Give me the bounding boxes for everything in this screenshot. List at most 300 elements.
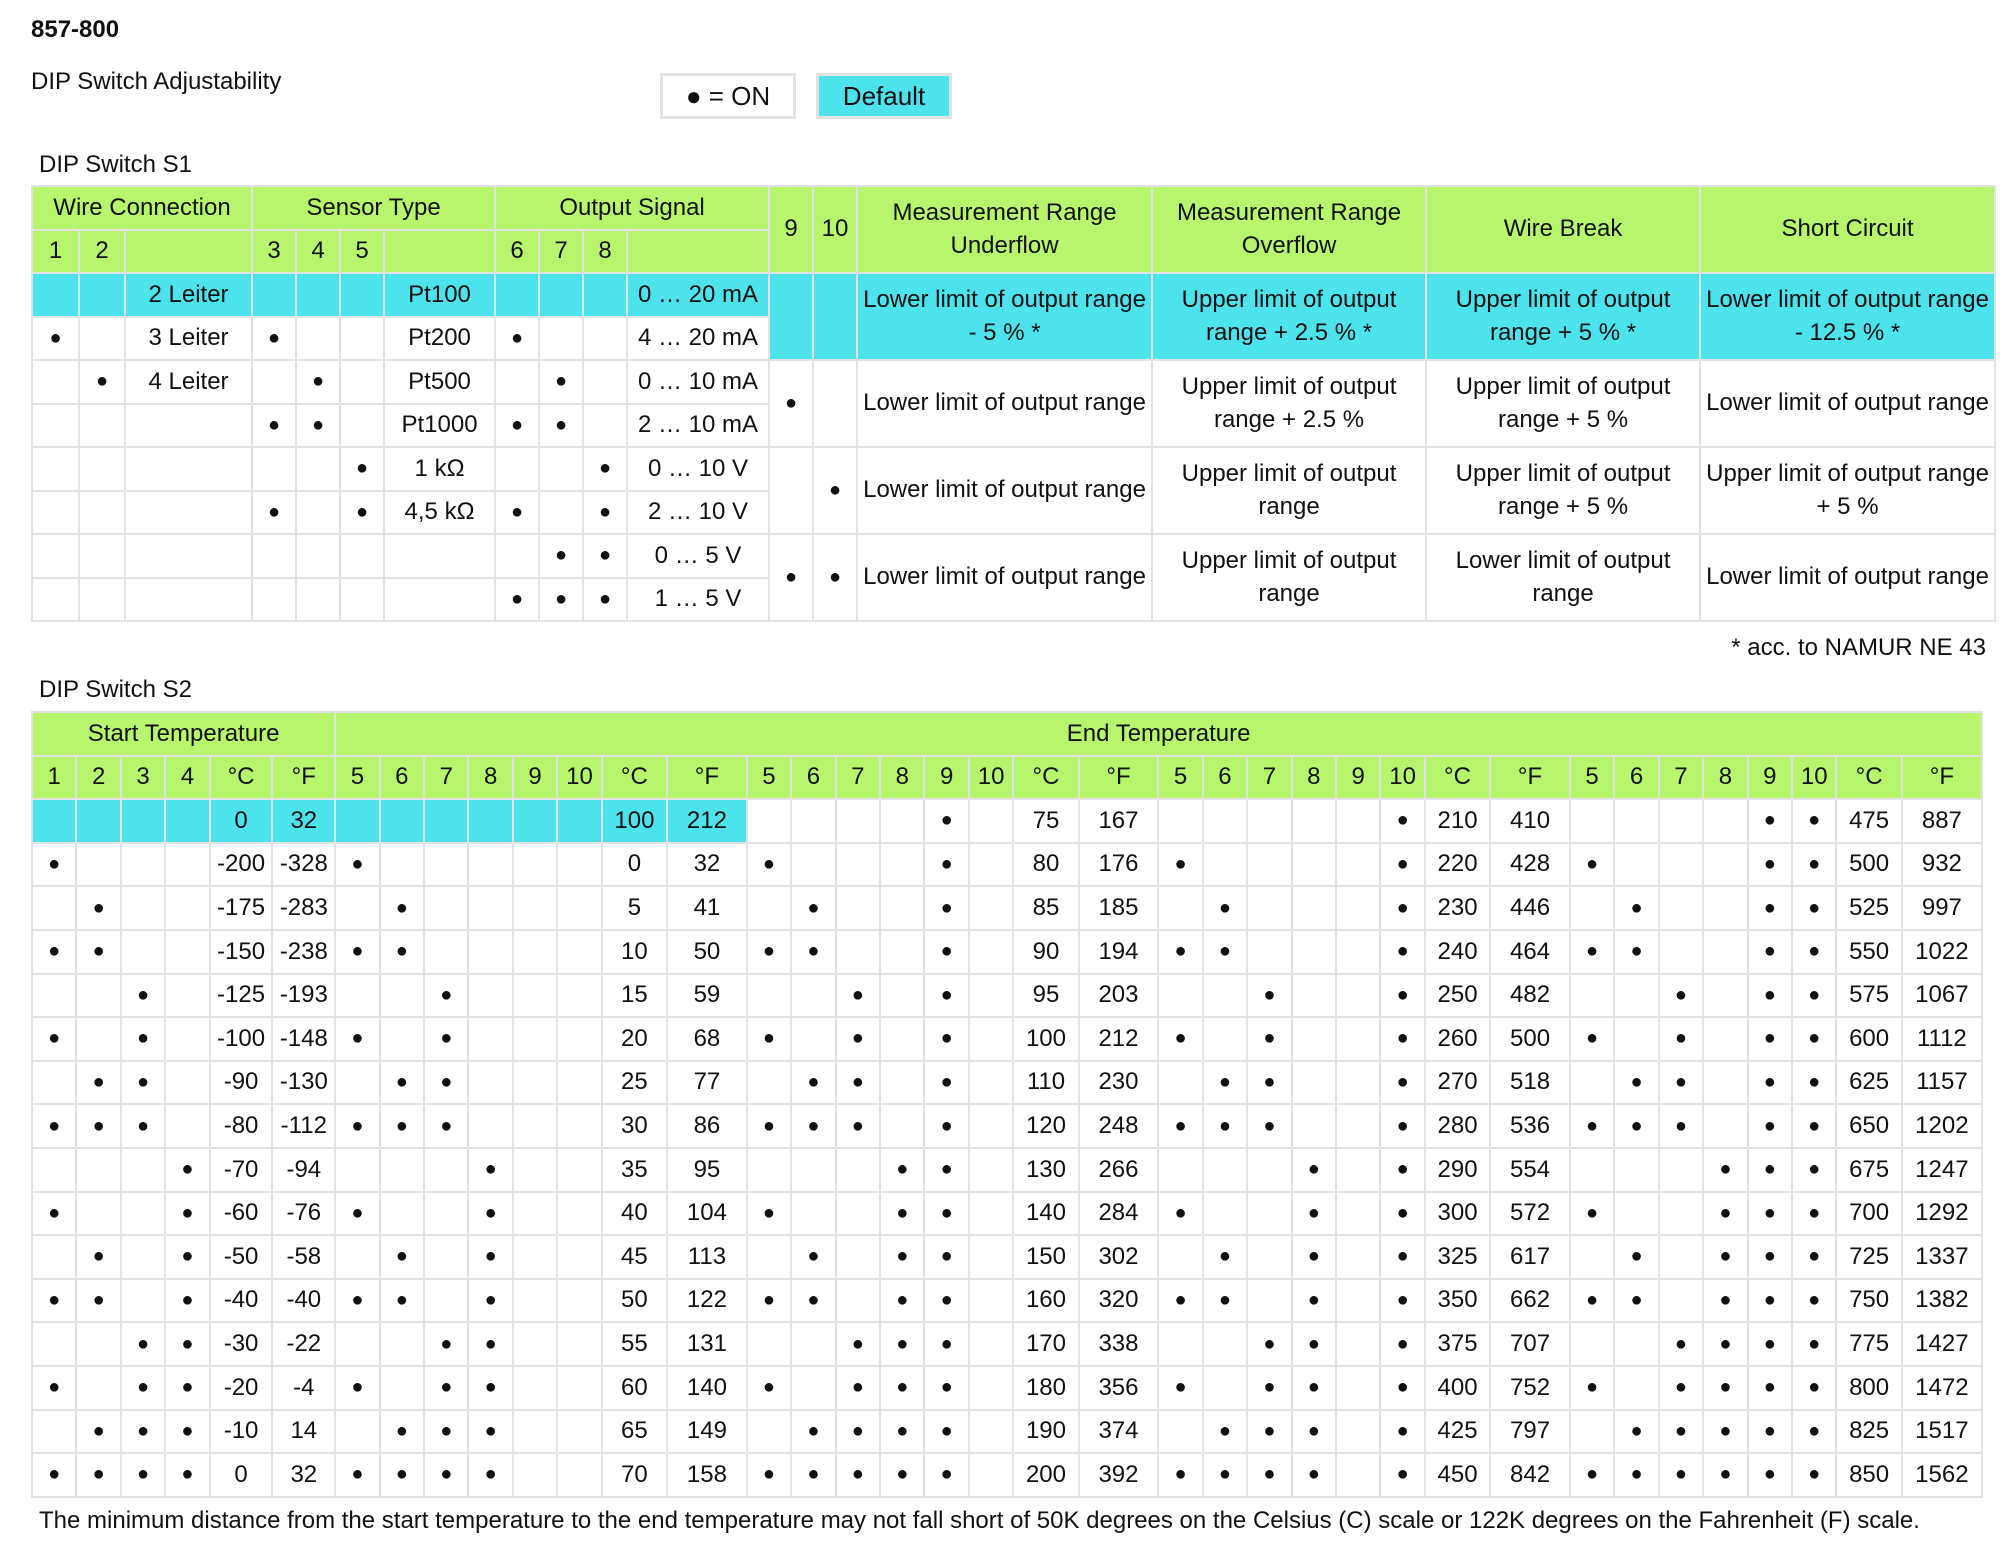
s2-switch-cell	[1703, 843, 1747, 887]
end-temp-cell: 50	[667, 930, 747, 974]
s2-switch-cell	[513, 1017, 557, 1061]
end-temp-cell: 997	[1902, 886, 1982, 930]
s2-switch-cell	[1336, 1279, 1380, 1323]
s2-switch-cell	[1158, 1148, 1202, 1192]
s2-switch-cell: ●	[1792, 843, 1836, 887]
s1-switch-7: 7	[539, 230, 583, 274]
wire-break-cell: Upper limit of output range + 5 % *	[1426, 273, 1700, 360]
s2-switch-cell	[1336, 1410, 1380, 1454]
s2-switch-cell: ●	[76, 1235, 120, 1279]
sensor-type-label: Pt100	[384, 273, 495, 317]
s2-switch-cell	[880, 1061, 924, 1105]
s2-end-header: 6	[1614, 756, 1658, 800]
s2-row	[32, 1017, 1982, 1061]
end-temp-cell: 167	[1079, 799, 1159, 843]
s2-switch-cell: ●	[1748, 930, 1792, 974]
s2-end-header: 5	[335, 756, 379, 800]
end-temp-cell: 203	[1079, 974, 1159, 1018]
s2-switch-cell: ●	[836, 1104, 880, 1148]
s2-switch-cell: ●	[1748, 1061, 1792, 1105]
s2-switch-cell	[969, 974, 1013, 1018]
end-temp-cell: 536	[1490, 1104, 1570, 1148]
s2-start-header: 3	[121, 756, 165, 800]
s1-switch-cell: ●	[79, 360, 125, 404]
s2-switch-cell	[747, 1148, 791, 1192]
s1-switch-cell	[583, 360, 627, 404]
end-temp-cell: 220	[1425, 843, 1490, 887]
start-temp-cell: -70	[210, 1148, 273, 1192]
s2-switch-cell: ●	[1748, 1453, 1792, 1497]
s2-switch-cell	[969, 1410, 1013, 1454]
s1-switch-3: 3	[252, 230, 296, 274]
s2-switch-cell: ●	[1614, 1453, 1658, 1497]
short-circuit-cell: Upper limit of output range + 5 %	[1700, 447, 1995, 534]
s1-switch-cell	[296, 491, 340, 535]
s2-switch-cell	[513, 1453, 557, 1497]
s2-switch-cell	[32, 1061, 76, 1105]
s2-switch-cell	[32, 1322, 76, 1366]
s2-switch-cell	[380, 1366, 424, 1410]
s1-switch-cell	[32, 491, 79, 535]
s2-switch-cell: ●	[791, 1279, 835, 1323]
s2-switch-cell: ●	[380, 886, 424, 930]
end-temp-cell: 60	[602, 1366, 667, 1410]
end-temp-cell: 338	[1079, 1322, 1159, 1366]
end-temp-cell: 59	[667, 974, 747, 1018]
s2-end-header: 9	[924, 756, 968, 800]
s2-switch-cell: ●	[1614, 1235, 1658, 1279]
s2-switch-cell: ●	[1659, 1410, 1703, 1454]
start-temp-cell: -60	[210, 1192, 273, 1236]
s2-switch-cell: ●	[1247, 1322, 1291, 1366]
s2-switch-cell	[969, 1192, 1013, 1236]
s2-switch-cell: ●	[1247, 1453, 1291, 1497]
s2-switch-cell	[513, 1410, 557, 1454]
start-temp-cell: 32	[272, 1453, 335, 1497]
s2-row	[32, 799, 1982, 843]
s1-switch-cell: ●	[296, 404, 340, 448]
s2-row	[32, 1453, 1982, 1497]
end-temp-cell: 1472	[1902, 1366, 1982, 1410]
end-temp-cell: 320	[1079, 1279, 1159, 1323]
s2-switch-cell: ●	[791, 1453, 835, 1497]
end-temp-cell: 86	[667, 1104, 747, 1148]
s1-body	[32, 273, 1995, 621]
s2-switch-cell: ●	[1792, 1410, 1836, 1454]
s1-switch-cell: ●	[583, 534, 627, 578]
s2-switch-cell	[1203, 799, 1247, 843]
end-temp-cell: 55	[602, 1322, 667, 1366]
s2-switch-cell	[468, 1104, 512, 1148]
end-temp-cell: 302	[1079, 1235, 1159, 1279]
end-temp-cell: 158	[667, 1453, 747, 1497]
end-temp-cell: 77	[667, 1061, 747, 1105]
s2-switch-cell	[121, 1192, 165, 1236]
s2-switch-cell: ●	[335, 1192, 379, 1236]
s2-switch-cell	[513, 1322, 557, 1366]
s1-switch-cell: ●	[539, 578, 583, 622]
s1-switch-cell	[340, 360, 384, 404]
end-temp-cell: 0	[602, 843, 667, 887]
s2-switch-cell	[513, 1192, 557, 1236]
s2-switch-cell: ●	[76, 1279, 120, 1323]
s2-switch-cell	[335, 1322, 379, 1366]
s2-switch-cell	[1659, 1148, 1703, 1192]
s2-switch-cell	[1292, 843, 1336, 887]
range-underflow-cell: Lower limit of output range	[857, 360, 1152, 447]
s2-switch-cell	[76, 1322, 120, 1366]
start-temp-cell: 32	[272, 799, 335, 843]
end-temp-cell: 120	[1013, 1104, 1078, 1148]
s2-switch-cell	[1703, 1061, 1747, 1105]
s2-switch-cell: ●	[1247, 1410, 1291, 1454]
s2-switch-cell: ●	[791, 930, 835, 974]
end-temp-cell: 131	[667, 1322, 747, 1366]
end-temp-cell: 104	[667, 1192, 747, 1236]
wire-break-cell: Upper limit of output range + 5 %	[1426, 447, 1700, 534]
s2-end-header: °C	[602, 756, 667, 800]
end-temp-cell: 25	[602, 1061, 667, 1105]
s1-switch-9: 9	[769, 186, 813, 273]
end-temp-cell: 450	[1425, 1453, 1490, 1497]
end-temp-cell: 464	[1490, 930, 1570, 974]
s2-switch-cell	[557, 1148, 601, 1192]
s1-switch-cell: ●	[539, 404, 583, 448]
s2-switch-cell: ●	[1380, 1235, 1424, 1279]
s2-end-header: 8	[1703, 756, 1747, 800]
s1-group-wire: Wire Connection	[32, 186, 252, 230]
s1-title: DIP Switch S1	[39, 151, 192, 178]
s2-switch-cell: ●	[1203, 1061, 1247, 1105]
s2-end-header: 5	[747, 756, 791, 800]
s2-switch-cell	[1203, 1192, 1247, 1236]
s2-switch-cell	[1703, 799, 1747, 843]
s1-switch-cell	[495, 360, 539, 404]
s2-switch-cell	[1292, 1017, 1336, 1061]
namur-footnote: * acc. to NAMUR NE 43	[1731, 634, 1986, 661]
s2-switch-cell: ●	[1247, 974, 1291, 1018]
s1-switch-1: 1	[32, 230, 79, 274]
s1-switch-cell: ●	[539, 360, 583, 404]
s1-switch-cell	[340, 404, 384, 448]
start-temp-cell: -175	[210, 886, 273, 930]
s2-switch-cell: ●	[165, 1453, 209, 1497]
range-underflow-cell: Lower limit of output range	[857, 447, 1152, 534]
s2-switch-cell: ●	[1203, 1453, 1247, 1497]
s2-switch-cell: ●	[1380, 1192, 1424, 1236]
s2-switch-cell	[335, 1061, 379, 1105]
end-temp-cell: 1202	[1902, 1104, 1982, 1148]
s2-switch-cell	[335, 886, 379, 930]
s2-switch-cell: ●	[1203, 1235, 1247, 1279]
end-temp-cell: 1247	[1902, 1148, 1982, 1192]
s2-switch-cell	[165, 843, 209, 887]
end-temp-cell: 400	[1425, 1366, 1490, 1410]
end-temp-cell: 80	[1013, 843, 1078, 887]
s2-switch-cell	[380, 799, 424, 843]
s2-switch-cell: ●	[1247, 1366, 1291, 1410]
end-temp-cell: 617	[1490, 1235, 1570, 1279]
end-temp-cell: 850	[1836, 1453, 1901, 1497]
end-temp-cell: 160	[1013, 1279, 1078, 1323]
sensor-type-label: Pt1000	[384, 404, 495, 448]
s2-row	[32, 1148, 1982, 1192]
s2-switch-cell: ●	[1748, 1322, 1792, 1366]
s2-switch-cell	[969, 799, 1013, 843]
s2-switch-cell: ●	[121, 1104, 165, 1148]
s2-switch-cell: ●	[335, 843, 379, 887]
s2-switch-cell	[557, 1017, 601, 1061]
end-temp-cell: 110	[1013, 1061, 1078, 1105]
s2-switch-cell	[165, 886, 209, 930]
s2-switch-cell: ●	[924, 1061, 968, 1105]
s2-switch-cell	[1336, 1235, 1380, 1279]
s2-switch-cell	[557, 1104, 601, 1148]
s2-switch-cell	[1570, 1410, 1614, 1454]
end-temp-cell: 284	[1079, 1192, 1159, 1236]
end-temp-cell: 194	[1079, 930, 1159, 974]
s2-switch-cell: ●	[1792, 1192, 1836, 1236]
s1-header-blank	[125, 230, 252, 274]
s1-switch-cell	[340, 578, 384, 622]
s2-switch-cell	[836, 886, 880, 930]
s2-switch-cell	[747, 799, 791, 843]
s2-switch-cell: ●	[468, 1235, 512, 1279]
start-temp-cell: -22	[272, 1322, 335, 1366]
end-temp-cell: 1427	[1902, 1322, 1982, 1366]
start-temp-cell: -4	[272, 1366, 335, 1410]
s2-switch-cell	[513, 1235, 557, 1279]
s2-switch-cell	[880, 799, 924, 843]
s2-switch-cell: ●	[76, 886, 120, 930]
s2-switch-cell	[424, 843, 468, 887]
s1-switch-cell	[252, 534, 296, 578]
s2-switch-cell: ●	[165, 1279, 209, 1323]
end-temp-cell: 572	[1490, 1192, 1570, 1236]
s2-switch-cell	[424, 1235, 468, 1279]
end-temp-cell: 90	[1013, 930, 1078, 974]
dip-switch-s2-table	[31, 711, 1983, 1498]
s2-switch-cell	[513, 886, 557, 930]
s2-switch-cell: ●	[1380, 1322, 1424, 1366]
s2-switch-cell	[1570, 886, 1614, 930]
end-temp-cell: 1292	[1902, 1192, 1982, 1236]
s2-switch-cell: ●	[1158, 843, 1202, 887]
s2-switch-cell	[1336, 799, 1380, 843]
s2-switch-cell	[1614, 1148, 1658, 1192]
end-temp-cell: 68	[667, 1017, 747, 1061]
s2-end-header: °C	[1013, 756, 1078, 800]
s2-switch-cell	[1203, 974, 1247, 1018]
s2-switch-cell	[969, 1017, 1013, 1061]
s2-switch-cell: ●	[1247, 1104, 1291, 1148]
end-temp-cell: 482	[1490, 974, 1570, 1018]
s2-switch-cell	[32, 1235, 76, 1279]
end-temp-cell: 625	[1836, 1061, 1901, 1105]
s2-end-header: 9	[513, 756, 557, 800]
s2-switch-cell: ●	[1570, 1192, 1614, 1236]
s2-switch-cell: ●	[924, 1279, 968, 1323]
s2-switch-cell: ●	[1748, 1366, 1792, 1410]
s2-switch-cell: ●	[1380, 1453, 1424, 1497]
s1-row	[32, 273, 1995, 317]
output-signal-label: 0 … 10 mA	[627, 360, 769, 404]
sensor-type-label: Pt200	[384, 317, 495, 361]
end-temp-cell: 575	[1836, 974, 1901, 1018]
s2-switch-cell: ●	[1380, 1410, 1424, 1454]
s2-switch-cell	[1203, 843, 1247, 887]
end-temp-cell: 200	[1013, 1453, 1078, 1497]
s1-switch-cell	[79, 273, 125, 317]
s2-switch-cell: ●	[76, 1104, 120, 1148]
end-temp-cell: 1022	[1902, 930, 1982, 974]
s2-switch-cell: ●	[924, 1235, 968, 1279]
s1-switch-cell	[495, 447, 539, 491]
s2-end-header: 5	[1158, 756, 1202, 800]
s2-end-header: 6	[1203, 756, 1247, 800]
s2-switch-cell: ●	[380, 1279, 424, 1323]
end-temp-cell: 662	[1490, 1279, 1570, 1323]
s2-switch-cell	[557, 799, 601, 843]
s2-switch-cell	[32, 1148, 76, 1192]
s2-row	[32, 1410, 1982, 1454]
s2-switch-cell	[880, 886, 924, 930]
s2-switch-cell: ●	[32, 1453, 76, 1497]
s2-switch-cell	[424, 799, 468, 843]
s2-switch-cell: ●	[1659, 1104, 1703, 1148]
end-temp-cell: 10	[602, 930, 667, 974]
s2-switch-cell: ●	[1570, 1279, 1614, 1323]
start-temp-cell: -238	[272, 930, 335, 974]
end-temp-cell: 250	[1425, 974, 1490, 1018]
s2-row	[32, 1322, 1982, 1366]
s2-switch-cell: ●	[165, 1322, 209, 1366]
end-temp-cell: 518	[1490, 1061, 1570, 1105]
s2-switch-cell: ●	[121, 1322, 165, 1366]
s2-switch-cell: ●	[32, 1017, 76, 1061]
s2-switch-cell: ●	[1380, 799, 1424, 843]
s1-switch-cell	[296, 534, 340, 578]
s2-switch-cell	[1659, 886, 1703, 930]
s2-switch-cell: ●	[924, 1104, 968, 1148]
temperature-note: The minimum distance from the start temperature to the end temperature may not fall short of 50K degrees on the Celsius (C) scale or 122K degrees on the Fahrenheit (F) scale.	[39, 1507, 1920, 1534]
s2-switch-cell	[1292, 974, 1336, 1018]
s2-switch-cell	[791, 1148, 835, 1192]
start-temp-cell: -20	[210, 1366, 273, 1410]
s1-switch-cell	[539, 273, 583, 317]
sensor-type-label: 4,5 kΩ	[384, 491, 495, 535]
s2-switch-cell	[165, 1104, 209, 1148]
s1-switch-cell	[340, 273, 384, 317]
s2-switch-cell: ●	[32, 1366, 76, 1410]
s2-switch-cell	[32, 886, 76, 930]
s2-switch-cell	[557, 1235, 601, 1279]
end-temp-cell: 600	[1836, 1017, 1901, 1061]
s2-switch-cell	[557, 1279, 601, 1323]
s1-col-short-circuit: Short Circuit	[1700, 186, 1995, 273]
start-temp-cell: -40	[210, 1279, 273, 1323]
s2-switch-cell	[1336, 1061, 1380, 1105]
s2-switch-cell	[468, 1061, 512, 1105]
s2-switch-cell: ●	[1380, 1279, 1424, 1323]
s1-switch-cell	[252, 360, 296, 404]
s2-switch-cell: ●	[1158, 930, 1202, 974]
end-temp-cell: 797	[1490, 1410, 1570, 1454]
s1-switch-cell	[32, 578, 79, 622]
s2-switch-cell	[76, 843, 120, 887]
start-temp-cell: -94	[272, 1148, 335, 1192]
s1-switch-cell: ●	[583, 578, 627, 622]
s2-switch-cell	[557, 1366, 601, 1410]
end-temp-cell: 32	[667, 843, 747, 887]
s2-switch-cell	[836, 799, 880, 843]
s2-switch-cell	[335, 1235, 379, 1279]
s1-switch-cell: ●	[769, 360, 813, 447]
s2-switch-cell	[1292, 799, 1336, 843]
s2-switch-cell: ●	[880, 1192, 924, 1236]
s2-switch-cell: ●	[747, 1453, 791, 1497]
s2-start-header: 1	[32, 756, 76, 800]
s2-switch-cell	[1614, 843, 1658, 887]
s2-switch-cell	[969, 1279, 1013, 1323]
start-temp-cell: 0	[210, 1453, 273, 1497]
s2-switch-cell: ●	[1792, 1366, 1836, 1410]
s2-switch-cell	[468, 974, 512, 1018]
s2-switch-cell	[557, 1061, 601, 1105]
end-temp-cell: 150	[1013, 1235, 1078, 1279]
s2-switch-cell: ●	[1703, 1279, 1747, 1323]
s2-switch-cell: ●	[424, 1017, 468, 1061]
s2-switch-cell	[1614, 1192, 1658, 1236]
s2-switch-cell	[121, 799, 165, 843]
s2-switch-cell: ●	[1614, 1104, 1658, 1148]
wire-connection-label	[125, 404, 252, 448]
end-temp-cell: 149	[667, 1410, 747, 1454]
end-temp-cell: 707	[1490, 1322, 1570, 1366]
s2-switch-cell	[1570, 799, 1614, 843]
s2-switch-cell: ●	[468, 1453, 512, 1497]
s2-switch-cell	[121, 886, 165, 930]
s1-switch-cell: ●	[495, 491, 539, 535]
s2-start-header: 2	[76, 756, 120, 800]
legend-on: ● = ON	[660, 73, 796, 119]
s1-group-sensor: Sensor Type	[252, 186, 495, 230]
s2-switch-cell: ●	[1570, 1017, 1614, 1061]
s1-col-wire-break: Wire Break	[1426, 186, 1700, 273]
s2-switch-cell	[335, 974, 379, 1018]
s2-switch-cell: ●	[335, 1017, 379, 1061]
s2-end-header: 9	[1336, 756, 1380, 800]
s2-row	[32, 1366, 1982, 1410]
end-temp-cell: 750	[1836, 1279, 1901, 1323]
s2-switch-cell: ●	[1158, 1017, 1202, 1061]
s2-switch-cell	[791, 843, 835, 887]
s2-switch-cell: ●	[32, 1279, 76, 1323]
s2-switch-cell	[380, 1192, 424, 1236]
s2-switch-cell	[1336, 1148, 1380, 1192]
end-temp-cell: 100	[1013, 1017, 1078, 1061]
start-temp-cell: -125	[210, 974, 273, 1018]
s2-switch-cell: ●	[1614, 1410, 1658, 1454]
s2-end-header: °F	[1079, 756, 1159, 800]
s2-switch-cell: ●	[1247, 1017, 1291, 1061]
s2-switch-cell: ●	[1659, 1322, 1703, 1366]
s2-switch-cell: ●	[1570, 930, 1614, 974]
wire-connection-label	[125, 534, 252, 578]
s2-switch-cell	[557, 974, 601, 1018]
end-temp-cell: 270	[1425, 1061, 1490, 1105]
start-temp-cell: -150	[210, 930, 273, 974]
